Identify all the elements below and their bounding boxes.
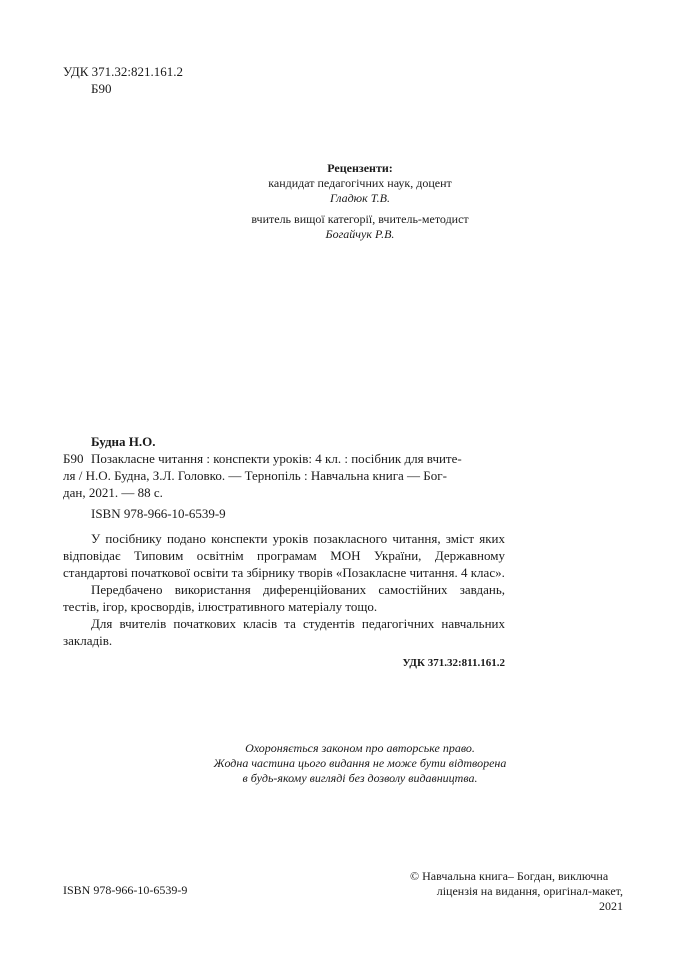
reviewer-1-name: Гладюк Т.В. [330, 191, 390, 205]
copyright-notice-line-3: в будь-якому вигляді без дозволу видавництва. [242, 771, 478, 785]
copyright-notice-line-2: Жодна частина цього видання не може бути відтворена [213, 756, 507, 770]
author-sign-code: Б90 [91, 81, 112, 96]
reviewer-2-position: вчитель вищої категорії, вчитель-методист [251, 212, 469, 226]
annotation-paragraph-1: У посібнику подано конспекти уроків позакласного читання, зміст яких відповідає Типовим освітнім програмам МОН України, Державному стандартові початкової освіти та збірнику творів «Позакласне читання. 4 клас». [63, 531, 505, 580]
udk-code: УДК 371.32:821.161.2 [63, 64, 184, 79]
copyright-block [410, 869, 623, 914]
annotation-paragraph-2: Передбачено використання диференційованих самостійних завдань, тестів, ігор, кросвордів, ілюстративного матеріалу тощо. [63, 582, 505, 614]
annotation-paragraph-3: Для вчителів початкових класів та студентів педагогічних навчальних закладів. [63, 616, 505, 648]
copyright-line-1: © Навчальна книга– Богдан, виключна [410, 869, 609, 883]
catalog-udk: УДК 371.32:811.161.2 [402, 657, 505, 669]
isbn-footer: ISBN 978-966-10-6539-9 [63, 883, 188, 897]
catalog-card [63, 433, 505, 672]
reviewer-2-name: Богайчук Р.В. [325, 227, 395, 241]
catalog-author: Будна Н.О. [91, 434, 156, 449]
copyright-notice [150, 741, 570, 786]
catalog-code: Б90 [63, 451, 84, 466]
reviewers-block [150, 161, 570, 242]
copyright-notice-line-1: Охороняється законом про авторське право. [245, 741, 475, 755]
udk-header [63, 63, 183, 97]
annotation [63, 530, 505, 649]
catalog-isbn: ISBN 978-966-10-6539-9 [91, 506, 226, 521]
catalog-line-2: ля / Н.О. Будна, З.Л. Головко. — Тернопіль : Навчальна книга — Бог- [63, 468, 447, 483]
catalog-entry [63, 450, 505, 467]
catalog-line-3: дан, 2021. — 88 с. [63, 485, 163, 500]
copyright-line-2: ліцензія на видання, оригінал-макет, 2021 [436, 884, 623, 913]
catalog-line-1: Позакласне читання : конспекти уроків: 4 кл. : посібник для вчите- [91, 451, 462, 466]
reviewers-title: Рецензенти: [327, 161, 393, 175]
reviewer-1-position: кандидат педагогічних наук, доцент [268, 176, 452, 190]
